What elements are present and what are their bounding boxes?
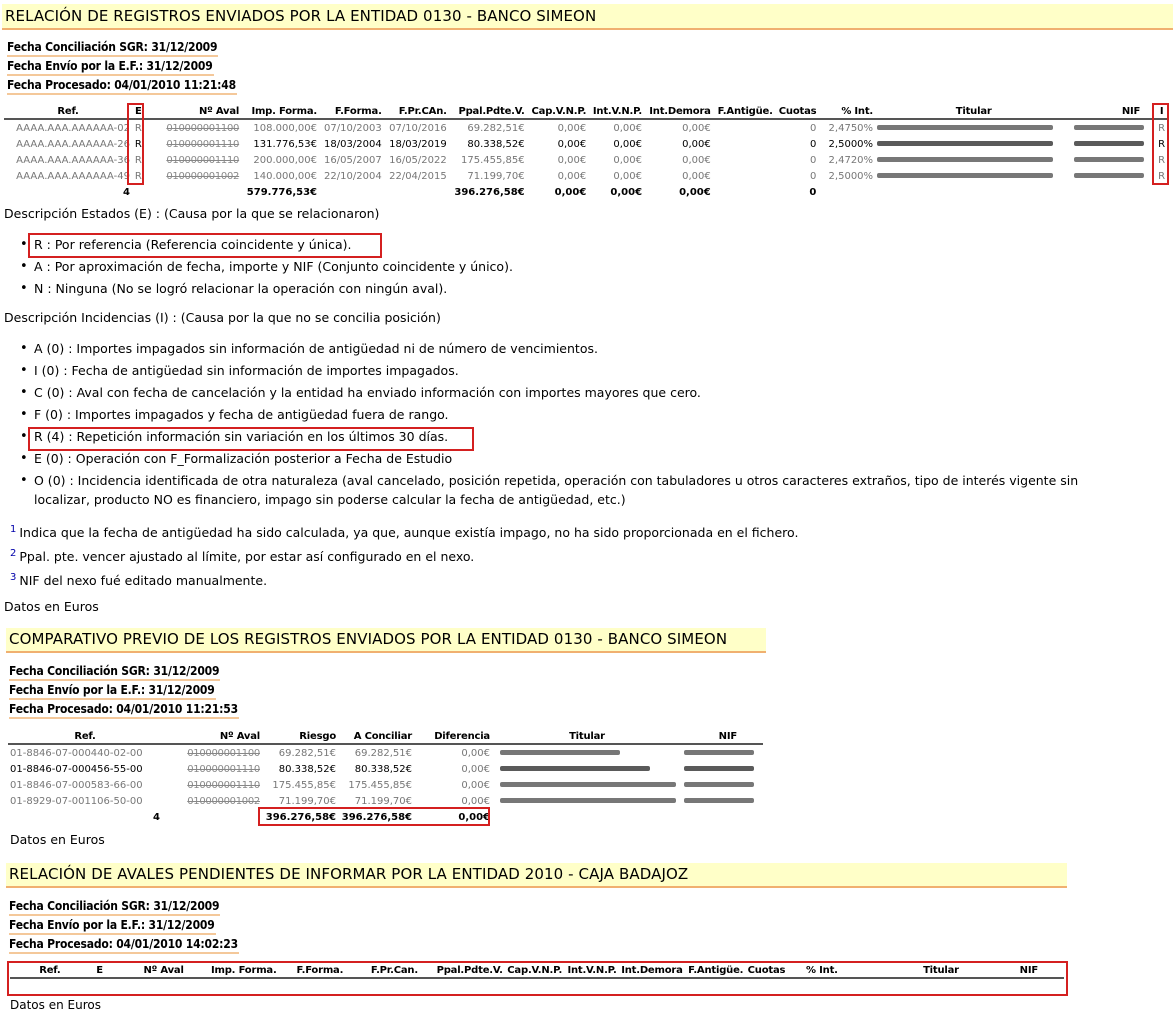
aval-redacted: 010000001002 bbox=[187, 795, 260, 807]
col-fprcan: F.Pr.Can. bbox=[345, 964, 420, 978]
col-demora: Int.Demora bbox=[644, 105, 713, 119]
cell-fprcan: 18/03/2019 bbox=[389, 138, 447, 150]
s3-fecha-procesado: Fecha Procesado: 04/01/2010 14:02:23 bbox=[9, 937, 239, 954]
total-empty bbox=[1154, 184, 1169, 200]
cell-dif: 0,00€ bbox=[461, 779, 490, 791]
cell-ppal: 69.282,51€ bbox=[467, 122, 525, 134]
total-imp: 579.776,53€ bbox=[246, 186, 318, 198]
col-cuotas: Cuotas bbox=[775, 105, 819, 119]
col-nif: NIF bbox=[682, 730, 763, 744]
cell-i: R bbox=[1158, 122, 1166, 134]
nif-redacted bbox=[1074, 125, 1144, 130]
table-row[interactable] bbox=[4, 119, 1169, 136]
aval-redacted: 010000001100 bbox=[166, 122, 240, 134]
aval-redacted: 010000001110 bbox=[187, 763, 260, 775]
list-item: • A (0) : Importes impagados sin información de antigüedad ni de número de vencimientos. bbox=[20, 340, 1078, 362]
col-demora: Int.Demora bbox=[619, 964, 685, 978]
cell-dif: 0,00€ bbox=[461, 747, 490, 759]
cell-ref: AAAA.AAA.AAAAAA-26 bbox=[16, 138, 131, 150]
cell-dif: 0,00€ bbox=[461, 763, 490, 775]
aval-redacted: 010000001110 bbox=[166, 154, 240, 166]
nif-redacted bbox=[684, 766, 754, 771]
aval-redacted: 010000001110 bbox=[166, 138, 240, 150]
cell-cuotas: 0 bbox=[810, 122, 817, 134]
note-1 bbox=[10, 524, 798, 540]
total-cuotas: 0 bbox=[809, 186, 817, 198]
cell-aval bbox=[145, 152, 242, 168]
cell-imp: 200.000,00€ bbox=[253, 154, 318, 166]
cell-ref: AAAA.AAA.AAAAAA-36 bbox=[16, 154, 131, 166]
cell-nif bbox=[682, 793, 763, 809]
col-ref: Ref. bbox=[10, 964, 63, 978]
s3-fecha-conciliacion: Fecha Conciliación SGR: 31/12/2009 bbox=[9, 899, 220, 916]
s3-fecha-envio: Fecha Envío por la E.F.: 31/12/2009 bbox=[9, 918, 216, 935]
cell-titular bbox=[492, 761, 682, 777]
nif-redacted bbox=[1074, 157, 1144, 162]
note-text: Indica que la fecha de antigüedad ha sido calculada, ya que, aunque existía impago, no ha sido proporcionada en el fichero. bbox=[19, 525, 799, 541]
nif-redacted bbox=[1074, 141, 1144, 146]
cell-aval bbox=[145, 119, 242, 136]
col-ppal: Ppal.Pdte.V. bbox=[449, 105, 527, 119]
total-empty bbox=[384, 184, 449, 200]
list-item: • R (4) : Repetición información sin variación en los últimos 30 días. bbox=[20, 428, 1078, 450]
cell-fantig bbox=[713, 136, 775, 152]
total-count: 4 bbox=[123, 186, 131, 198]
cell-nif bbox=[1072, 119, 1154, 136]
total-empty bbox=[1072, 184, 1154, 200]
list-item: • F (0) : Importes impagados y fecha de antigüedad fuera de rango. bbox=[20, 406, 1078, 428]
s2-datos-euros: Datos en Euros bbox=[10, 832, 105, 847]
list-item: • O (0) : Incidencia identificada de otra naturaleza (aval cancelado, posición repetida, operación con tabuladores u otros caracteres extraños, tipo de interés vigente sin bbox=[20, 472, 1078, 492]
cell-titular bbox=[492, 744, 682, 761]
cell-nif bbox=[682, 777, 763, 793]
titular-redacted bbox=[500, 798, 676, 803]
cell-e: R bbox=[134, 138, 142, 150]
cell-demora: 0,00€ bbox=[682, 122, 711, 134]
aval-redacted: 010000001002 bbox=[166, 170, 240, 182]
cell-pint: 2,4750% bbox=[828, 122, 874, 134]
s1-header-row bbox=[4, 105, 1169, 119]
total-empty bbox=[162, 809, 262, 825]
cell-fantig bbox=[713, 168, 775, 184]
col-e: E bbox=[63, 964, 105, 978]
cell-ppal: 71.199,70€ bbox=[467, 170, 525, 182]
col-fprcan: F.Pr.CAn. bbox=[384, 105, 449, 119]
col-e: E bbox=[132, 105, 145, 119]
table-row[interactable] bbox=[8, 744, 763, 761]
s1-fecha-procesado: Fecha Procesado: 04/01/2010 11:21:48 bbox=[7, 78, 237, 95]
cell-conciliar: 80.338,52€ bbox=[354, 763, 412, 775]
total-count: 4 bbox=[153, 811, 160, 823]
cell-e: R bbox=[134, 154, 142, 166]
total-empty bbox=[682, 809, 763, 825]
cell-demora: 0,00€ bbox=[682, 154, 711, 166]
total-demora: 0,00€ bbox=[679, 186, 711, 198]
note-number: 2 bbox=[10, 548, 17, 559]
cell-e: R bbox=[134, 122, 142, 134]
s3-datos-euros: Datos en Euros bbox=[10, 998, 101, 1012]
total-dif: 0,00€ bbox=[458, 811, 490, 823]
col-cap: Cap.V.N.P. bbox=[505, 964, 564, 978]
total-empty bbox=[492, 809, 682, 825]
cell-titular bbox=[492, 793, 682, 809]
cell-i: R bbox=[1158, 170, 1166, 182]
note-text: NIF del nexo fué editado manualmente. bbox=[19, 573, 268, 589]
list-item: • C (0) : Aval con fecha de cancelación y la entidad ha enviado información con importes mayores que cero. bbox=[20, 384, 1078, 406]
col-ppal: Ppal.Pdte.V. bbox=[420, 964, 505, 978]
titular-redacted bbox=[877, 173, 1053, 178]
cell-nif bbox=[1072, 168, 1154, 184]
cell-titular bbox=[875, 168, 1072, 184]
titular-redacted bbox=[877, 125, 1053, 130]
total-cap: 0,00€ bbox=[554, 186, 587, 198]
s1-fecha-conciliacion: Fecha Conciliación SGR: 31/12/2009 bbox=[7, 40, 218, 57]
cell-nif bbox=[1072, 136, 1154, 152]
col-ref: Ref. bbox=[4, 105, 132, 119]
table-row[interactable] bbox=[8, 793, 763, 809]
list-item: • R : Por referencia (Referencia coincidente y única). bbox=[20, 236, 513, 258]
cell-ref: 01-8846-07-000583-66-00 bbox=[10, 779, 143, 791]
col-cuotas: Cuotas bbox=[745, 964, 787, 978]
note-text: Ppal. pte. vencer ajustado al límite, por estar así configurado en el nexo. bbox=[19, 549, 475, 565]
col-titular: Titular bbox=[840, 964, 961, 978]
s3-header-row bbox=[10, 964, 1064, 978]
col-conciliar: A Conciliar bbox=[338, 730, 414, 744]
note-2 bbox=[10, 548, 474, 564]
cell-cap: 0,00€ bbox=[557, 122, 587, 134]
note-number: 1 bbox=[10, 524, 17, 535]
col-aval: Nº Aval bbox=[162, 730, 262, 744]
col-pint: % Int. bbox=[787, 964, 840, 978]
cell-titular bbox=[492, 777, 682, 793]
cell-imp: 108.000,00€ bbox=[253, 122, 318, 134]
cell-aval bbox=[162, 777, 262, 793]
cell-int: 0,00€ bbox=[613, 138, 643, 150]
estados-heading: Descripción Estados (E) : (Causa por la que se relacionaron) bbox=[4, 206, 380, 221]
section1-title: RELACIÓN DE REGISTROS ENVIADOS POR LA ENTIDAD 0130 - BANCO SIMEON bbox=[2, 4, 1173, 30]
cell-imp: 131.776,53€ bbox=[253, 138, 318, 150]
titular-redacted bbox=[500, 766, 650, 771]
table-row[interactable] bbox=[4, 136, 1169, 152]
total-ppal: 396.276,58€ bbox=[454, 186, 525, 198]
estados-list bbox=[20, 236, 513, 302]
cell-pint: 2,4720% bbox=[828, 154, 874, 166]
aval-redacted: 010000001110 bbox=[187, 779, 260, 791]
totals-row bbox=[8, 809, 763, 825]
cell-nif bbox=[1072, 152, 1154, 168]
total-int: 0,00€ bbox=[610, 186, 643, 198]
col-diferencia: Diferencia bbox=[414, 730, 492, 744]
list-item: • N : Ninguna (No se logró relacionar la operación con ningún aval). bbox=[20, 280, 513, 302]
col-fantig: F.Antigüe. bbox=[685, 964, 746, 978]
nif-redacted bbox=[684, 750, 754, 755]
cell-fantig bbox=[713, 152, 775, 168]
s2-comparativo-table bbox=[8, 730, 763, 825]
cell-ppal: 175.455,85€ bbox=[461, 154, 525, 166]
total-empty bbox=[713, 184, 775, 200]
table-row[interactable] bbox=[4, 152, 1169, 168]
cell-int: 0,00€ bbox=[613, 122, 643, 134]
cell-conciliar: 71.199,70€ bbox=[354, 795, 412, 807]
total-conciliar: 396.276,58€ bbox=[341, 811, 412, 823]
list-item: • A : Por aproximación de fecha, importe y NIF (Conjunto coincidente y único). bbox=[20, 258, 513, 280]
cell-fprcan: 22/04/2015 bbox=[389, 170, 447, 182]
cell-nif bbox=[682, 744, 763, 761]
titular-redacted bbox=[877, 141, 1053, 146]
section2-title: COMPARATIVO PREVIO DE LOS REGISTROS ENVIADOS POR LA ENTIDAD 0130 - BANCO SIMEON bbox=[6, 628, 766, 653]
s2-header-row bbox=[8, 730, 763, 744]
cell-int: 0,00€ bbox=[613, 170, 643, 182]
total-empty bbox=[132, 184, 145, 200]
cell-ref: 01-8929-07-001106-50-00 bbox=[10, 795, 143, 807]
col-i: I bbox=[1154, 105, 1169, 119]
total-empty bbox=[875, 184, 1072, 200]
cell-riesgo: 69.282,51€ bbox=[278, 747, 336, 759]
titular-redacted bbox=[877, 157, 1053, 162]
table-row[interactable] bbox=[8, 761, 763, 777]
note-3 bbox=[10, 572, 267, 588]
titular-redacted bbox=[500, 750, 620, 755]
titular-redacted bbox=[500, 782, 676, 787]
col-nif: NIF bbox=[961, 964, 1064, 978]
cell-ref: AAAA.AAA.AAAAAA-49 bbox=[16, 170, 131, 182]
section3-title: RELACIÓN DE AVALES PENDIENTES DE INFORMAR POR LA ENTIDAD 2010 - CAJA BADAJOZ bbox=[6, 863, 1067, 888]
col-int: Int.V.N.P. bbox=[588, 105, 644, 119]
cell-i: R bbox=[1158, 138, 1166, 150]
cell-dif: 0,00€ bbox=[461, 795, 490, 807]
total-empty bbox=[818, 184, 875, 200]
cell-ref: AAAA.AAA.AAAAAA-02 bbox=[16, 122, 131, 134]
cell-cuotas: 0 bbox=[810, 138, 817, 150]
cell-fforma: 16/05/2007 bbox=[324, 154, 382, 166]
cell-aval bbox=[145, 136, 242, 152]
cell-cap: 0,00€ bbox=[557, 170, 587, 182]
cell-aval bbox=[162, 744, 262, 761]
cell-e: R bbox=[134, 170, 142, 182]
cell-fantig bbox=[713, 119, 775, 136]
cell-pint: 2,5000% bbox=[828, 170, 874, 182]
s1-datos-euros: Datos en Euros bbox=[4, 599, 99, 614]
col-aval: Nº Aval bbox=[145, 105, 242, 119]
aval-redacted: 010000001100 bbox=[187, 747, 260, 759]
col-titular: Titular bbox=[875, 105, 1072, 119]
s1-fecha-envio: Fecha Envío por la E.F.: 31/12/2009 bbox=[7, 59, 214, 76]
cell-fforma: 18/03/2004 bbox=[324, 138, 382, 150]
col-int: Int.V.N.P. bbox=[564, 964, 619, 978]
cell-demora: 0,00€ bbox=[682, 138, 711, 150]
incidencia-o-continuation: localizar, producto NO es financiero, impago sin poderse calcular la fecha de antigüedad, etc.) bbox=[34, 492, 626, 507]
total-empty bbox=[319, 184, 384, 200]
totals-row bbox=[4, 184, 1169, 200]
cell-conciliar: 175.455,85€ bbox=[348, 779, 412, 791]
col-pint: % Int. bbox=[818, 105, 875, 119]
cell-ref: 01-8846-07-000440-02-00 bbox=[10, 747, 143, 759]
col-nif: NIF bbox=[1072, 105, 1154, 119]
col-cap: Cap.V.N.P. bbox=[527, 105, 589, 119]
cell-titular bbox=[875, 136, 1072, 152]
cell-conciliar: 69.282,51€ bbox=[354, 747, 412, 759]
cell-riesgo: 71.199,70€ bbox=[278, 795, 336, 807]
col-imp: Imp. Forma. bbox=[241, 105, 319, 119]
total-empty bbox=[145, 184, 242, 200]
cell-fprcan: 07/10/2016 bbox=[389, 122, 447, 134]
s1-records-table bbox=[4, 105, 1169, 200]
cell-imp: 140.000,00€ bbox=[253, 170, 318, 182]
cell-ppal: 80.338,52€ bbox=[467, 138, 525, 150]
s2-fecha-conciliacion: Fecha Conciliación SGR: 31/12/2009 bbox=[9, 664, 220, 681]
cell-aval bbox=[145, 168, 242, 184]
cell-int: 0,00€ bbox=[613, 154, 643, 166]
col-fforma: F.Forma. bbox=[319, 105, 384, 119]
col-titular: Titular bbox=[492, 730, 682, 744]
col-ref: Ref. bbox=[8, 730, 162, 744]
cell-cuotas: 0 bbox=[810, 154, 817, 166]
note-number: 3 bbox=[10, 572, 17, 583]
nif-redacted bbox=[1074, 173, 1144, 178]
cell-titular bbox=[875, 152, 1072, 168]
col-imp: Imp. Forma. bbox=[186, 964, 279, 978]
s2-fecha-procesado: Fecha Procesado: 04/01/2010 11:21:53 bbox=[9, 702, 239, 719]
cell-aval bbox=[162, 761, 262, 777]
s3-pendientes-table bbox=[10, 964, 1064, 979]
cell-cap: 0,00€ bbox=[557, 154, 587, 166]
cell-titular bbox=[875, 119, 1072, 136]
list-item: • I (0) : Fecha de antigüedad sin información de importes impagados. bbox=[20, 362, 1078, 384]
cell-cuotas: 0 bbox=[810, 170, 817, 182]
table-row[interactable] bbox=[4, 168, 1169, 184]
col-fforma: F.Forma. bbox=[279, 964, 346, 978]
list-item: • E (0) : Operación con F_Formalización posterior a Fecha de Estudio bbox=[20, 450, 1078, 472]
col-riesgo: Riesgo bbox=[262, 730, 338, 744]
col-fantig: F.Antigüe. bbox=[713, 105, 775, 119]
cell-i: R bbox=[1158, 154, 1166, 166]
nif-redacted bbox=[684, 782, 754, 787]
cell-fforma: 07/10/2003 bbox=[324, 122, 382, 134]
incidencias-heading: Descripción Incidencias (I) : (Causa por la que no se concilia posición) bbox=[4, 310, 441, 325]
cell-riesgo: 175.455,85€ bbox=[272, 779, 336, 791]
total-riesgo: 396.276,58€ bbox=[265, 811, 336, 823]
cell-demora: 0,00€ bbox=[682, 170, 711, 182]
cell-fprcan: 16/05/2022 bbox=[389, 154, 447, 166]
s2-fecha-envio: Fecha Envío por la E.F.: 31/12/2009 bbox=[9, 683, 216, 700]
cell-fforma: 22/10/2004 bbox=[324, 170, 382, 182]
cell-aval bbox=[162, 793, 262, 809]
incidencias-list bbox=[20, 340, 1078, 492]
cell-riesgo: 80.338,52€ bbox=[278, 763, 336, 775]
cell-pint: 2,5000% bbox=[828, 138, 874, 150]
table-row[interactable] bbox=[8, 777, 763, 793]
cell-nif bbox=[682, 761, 763, 777]
cell-ref: 01-8846-07-000456-55-00 bbox=[10, 763, 143, 775]
nif-redacted bbox=[684, 798, 754, 803]
col-aval: Nº Aval bbox=[105, 964, 186, 978]
cell-cap: 0,00€ bbox=[557, 138, 587, 150]
